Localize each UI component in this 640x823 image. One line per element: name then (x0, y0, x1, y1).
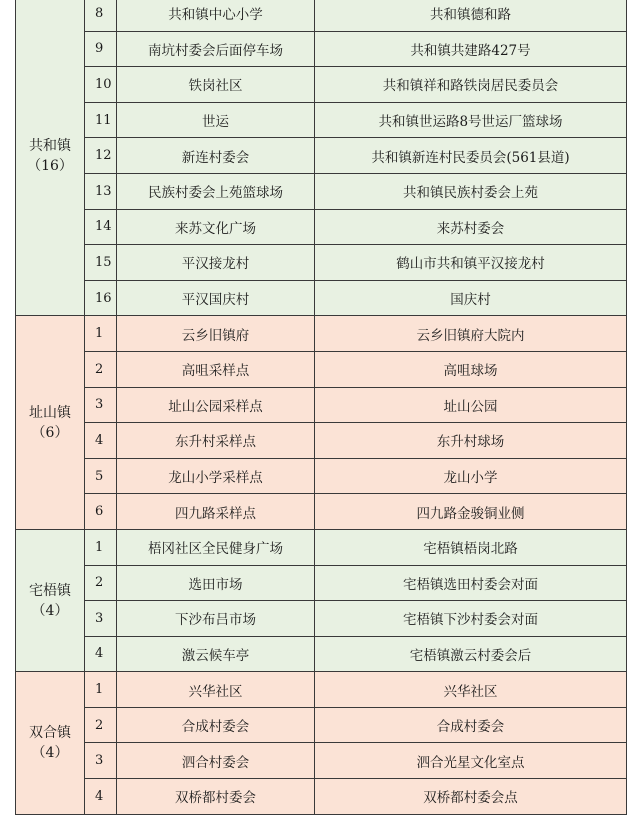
row-number: 11 (85, 102, 117, 138)
town-cell (16, 672, 85, 814)
table-row (16, 529, 627, 565)
site-name: 世运 (117, 102, 315, 138)
table-row (16, 601, 627, 637)
site-address: 宅梧镇下沙村委会对面 (315, 601, 627, 637)
row-number: 2 (85, 707, 117, 743)
table-row (16, 280, 627, 316)
table-body (16, 0, 627, 814)
site-name: 云乡旧镇府 (117, 316, 315, 352)
site-address: 宅梧镇激云村委会后 (315, 636, 627, 672)
table-row (16, 173, 627, 209)
table-row (16, 779, 627, 815)
row-number: 9 (85, 31, 117, 67)
town-name: 双合镇 (29, 724, 71, 741)
table-row (16, 351, 627, 387)
site-address: 兴华社区 (315, 672, 627, 708)
site-name: 激云候车亭 (117, 636, 315, 672)
table-row (16, 387, 627, 423)
table-row (16, 245, 627, 281)
table-row (16, 31, 627, 67)
row-number: 1 (85, 529, 117, 565)
site-address: 宅梧镇梧岗北路 (315, 529, 627, 565)
site-address: 四九路金骏铜业侧 (315, 494, 627, 530)
table-row (16, 707, 627, 743)
table-row (16, 209, 627, 245)
site-name: 铁岗社区 (117, 67, 315, 103)
row-number: 4 (85, 423, 117, 459)
town-site-count: （4） (31, 602, 69, 619)
table-row (16, 458, 627, 494)
site-address: 东升村球场 (315, 423, 627, 459)
site-address: 云乡旧镇府大院内 (315, 316, 627, 352)
row-number: 3 (85, 601, 117, 637)
row-number: 5 (85, 458, 117, 494)
site-address: 共和镇德和路 (315, 0, 627, 31)
site-address: 宅梧镇选田村委会对面 (315, 565, 627, 601)
site-address: 址山公园 (315, 387, 627, 423)
row-number: 16 (85, 280, 117, 316)
row-number: 4 (85, 779, 117, 815)
row-number: 1 (85, 316, 117, 352)
site-address: 来苏村委会 (315, 209, 627, 245)
site-name: 下沙布吕市场 (117, 601, 315, 637)
row-number: 15 (85, 245, 117, 281)
site-name: 平汉国庆村 (117, 280, 315, 316)
site-name: 选田市场 (117, 565, 315, 601)
row-number: 12 (85, 138, 117, 174)
row-number: 3 (85, 387, 117, 423)
table-row (16, 102, 627, 138)
table-row (16, 0, 627, 31)
town-cell (16, 316, 85, 530)
row-number: 13 (85, 173, 117, 209)
site-name: 来苏文化广场 (117, 209, 315, 245)
table-row (16, 743, 627, 779)
town-site-count: （4） (31, 744, 69, 761)
site-address: 合成村委会 (315, 707, 627, 743)
site-name: 东升村采样点 (117, 423, 315, 459)
site-address: 鹤山市共和镇平汉接龙村 (315, 245, 627, 281)
site-name: 址山公园采样点 (117, 387, 315, 423)
row-number: 1 (85, 672, 117, 708)
town-name: 共和镇 (29, 137, 71, 154)
site-name: 共和镇中心小学 (117, 0, 315, 31)
site-address: 共和镇祥和路铁岗居民委员会 (315, 67, 627, 103)
site-name: 平汉接龙村 (117, 245, 315, 281)
town-name: 宅梧镇 (29, 582, 71, 599)
row-number: 4 (85, 636, 117, 672)
table-row (16, 316, 627, 352)
table-row (16, 636, 627, 672)
town-site-count: （16） (27, 157, 73, 174)
site-name: 双桥都村委会 (117, 779, 315, 815)
town-cell (16, 0, 85, 316)
row-number: 2 (85, 565, 117, 601)
table-row (16, 423, 627, 459)
row-number: 2 (85, 351, 117, 387)
site-name: 泗合村委会 (117, 743, 315, 779)
table-row (16, 67, 627, 103)
site-address: 共和镇新连村民委员会(561县道) (315, 138, 627, 174)
row-number: 14 (85, 209, 117, 245)
site-name: 兴华社区 (117, 672, 315, 708)
site-address: 龙山小学 (315, 458, 627, 494)
site-address: 泗合光星文化室点 (315, 743, 627, 779)
site-name: 龙山小学采样点 (117, 458, 315, 494)
town-cell (16, 529, 85, 671)
row-number: 8 (85, 0, 117, 31)
row-number: 3 (85, 743, 117, 779)
table-row (16, 672, 627, 708)
site-name: 南坑村委会后面停车场 (117, 31, 315, 67)
town-site-count: （6） (31, 424, 69, 441)
site-name: 高咀采样点 (117, 351, 315, 387)
site-name: 梧冈社区全民健身广场 (117, 529, 315, 565)
site-address: 双桥都村委会点 (315, 779, 627, 815)
site-address: 高咀球场 (315, 351, 627, 387)
site-name: 四九路采样点 (117, 494, 315, 530)
site-name: 新连村委会 (117, 138, 315, 174)
sampling-sites-table (15, 0, 627, 815)
site-address: 共和镇世运路8号世运厂篮球场 (315, 102, 627, 138)
site-name: 合成村委会 (117, 707, 315, 743)
table-row (16, 565, 627, 601)
site-address: 国庆村 (315, 280, 627, 316)
table-row (16, 494, 627, 530)
site-address: 共和镇民族村委会上苑 (315, 173, 627, 209)
row-number: 10 (85, 67, 117, 103)
town-name: 址山镇 (29, 404, 71, 421)
row-number: 6 (85, 494, 117, 530)
table-row (16, 138, 627, 174)
site-address: 共和镇共建路427号 (315, 31, 627, 67)
site-name: 民族村委会上苑篮球场 (117, 173, 315, 209)
